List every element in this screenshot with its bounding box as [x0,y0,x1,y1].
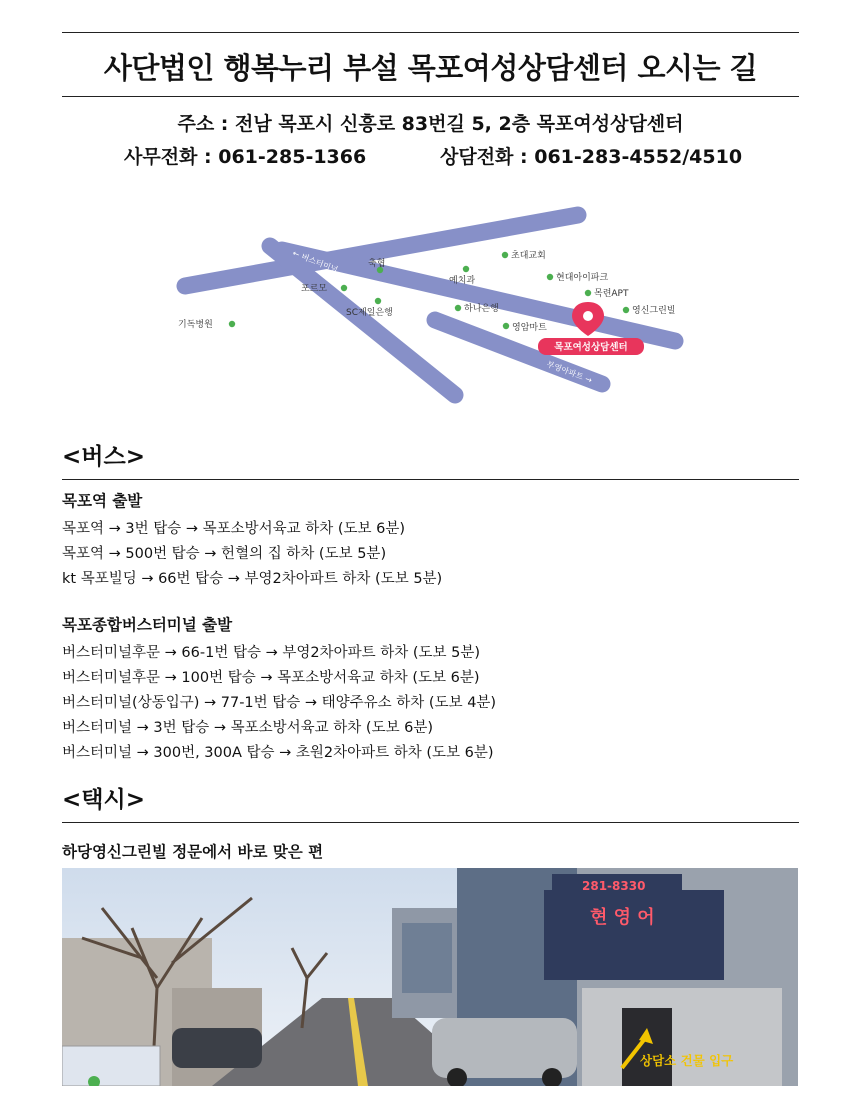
entrance-caption: 상담소 건물 입구 [640,1053,734,1068]
landmark-label: SC제일은행 [346,308,393,318]
building-street-photo [62,868,798,1086]
destination-label: 목포여성상담센터 [554,342,628,353]
route-item: 버스터미널 → 300번, 300A 탑승 → 초원2차아파트 하차 (도보 6분) [62,745,494,761]
station-departure-title: 목포역 출발 [62,492,143,510]
bus-heading: <버스> [62,444,145,470]
landmark-label: 목련APT [594,289,629,299]
route-item: 목포역 → 500번 탑승 → 헌혈의 집 하차 (도보 5분) [62,546,387,562]
landmark-label: 하나은행 [464,304,499,314]
route-item: kt 목포빌딩 → 66번 탑승 → 부영2차아파트 하차 (도보 5분) [62,571,443,587]
landmark-label: 영암마트 [512,323,547,333]
address: 주소 : 전남 목포시 신흥로 83번길 5, 2층 목포여성상담센터 [177,113,684,135]
top-rule [62,32,799,33]
mini-map-inset [62,1046,160,1086]
landmark-label: 포르모 [301,284,328,294]
title-rule [62,96,799,97]
route-item: 버스터미널(상동입구) → 77-1번 탑승 → 태양주유소 하차 (도보 4분) [62,695,497,711]
phone-row [62,143,799,171]
taxi-subtitle: 하당영신그린빌 정문에서 바로 맞은 편 [62,843,324,861]
landmark-label: 축협 [368,259,386,269]
route-item: 버스터미널 → 3번 탑승 → 목포소방서육교 하차 (도보 6분) [62,720,434,736]
landmark-label: 영신그린빌 [632,306,676,316]
page-title: 사단법인 행복누리 부설 목포여성상담센터 오시는 길 [103,51,758,85]
route-item: 목포역 → 3번 탑승 → 목포소방서육교 하차 (도보 6분) [62,521,406,537]
bus-rule [62,479,799,480]
sign-name: 현 영 어 [590,907,655,928]
route-item: 버스터미널후문 → 66-1번 탑승 → 부영2차아파트 하차 (도보 5분) [62,645,480,661]
location-map [170,198,690,408]
landmark-label: 예치과 [449,276,476,286]
counsel-phone: 상담전화 : 061-283-4552/4510 [440,146,743,168]
landmark-label: 현대아이파크 [556,273,609,283]
taxi-rule [62,822,799,823]
route-item: 버스터미널후문 → 100번 탑승 → 목포소방서육교 하차 (도보 6분) [62,670,480,686]
office-phone: 사무전화 : 061-285-1366 [124,146,367,168]
landmark-label: 기독병원 [178,320,213,330]
road-label-terminal: ← 버스터미널 [291,248,340,275]
road-label-apartment: 부영아파트 → [545,359,594,386]
terminal-departure-title: 목포종합버스터미널 출발 [62,616,233,634]
taxi-heading: <택시> [62,787,145,813]
sign-phone: 281-8330 [582,879,646,893]
landmark-label: 초대교회 [511,251,546,261]
